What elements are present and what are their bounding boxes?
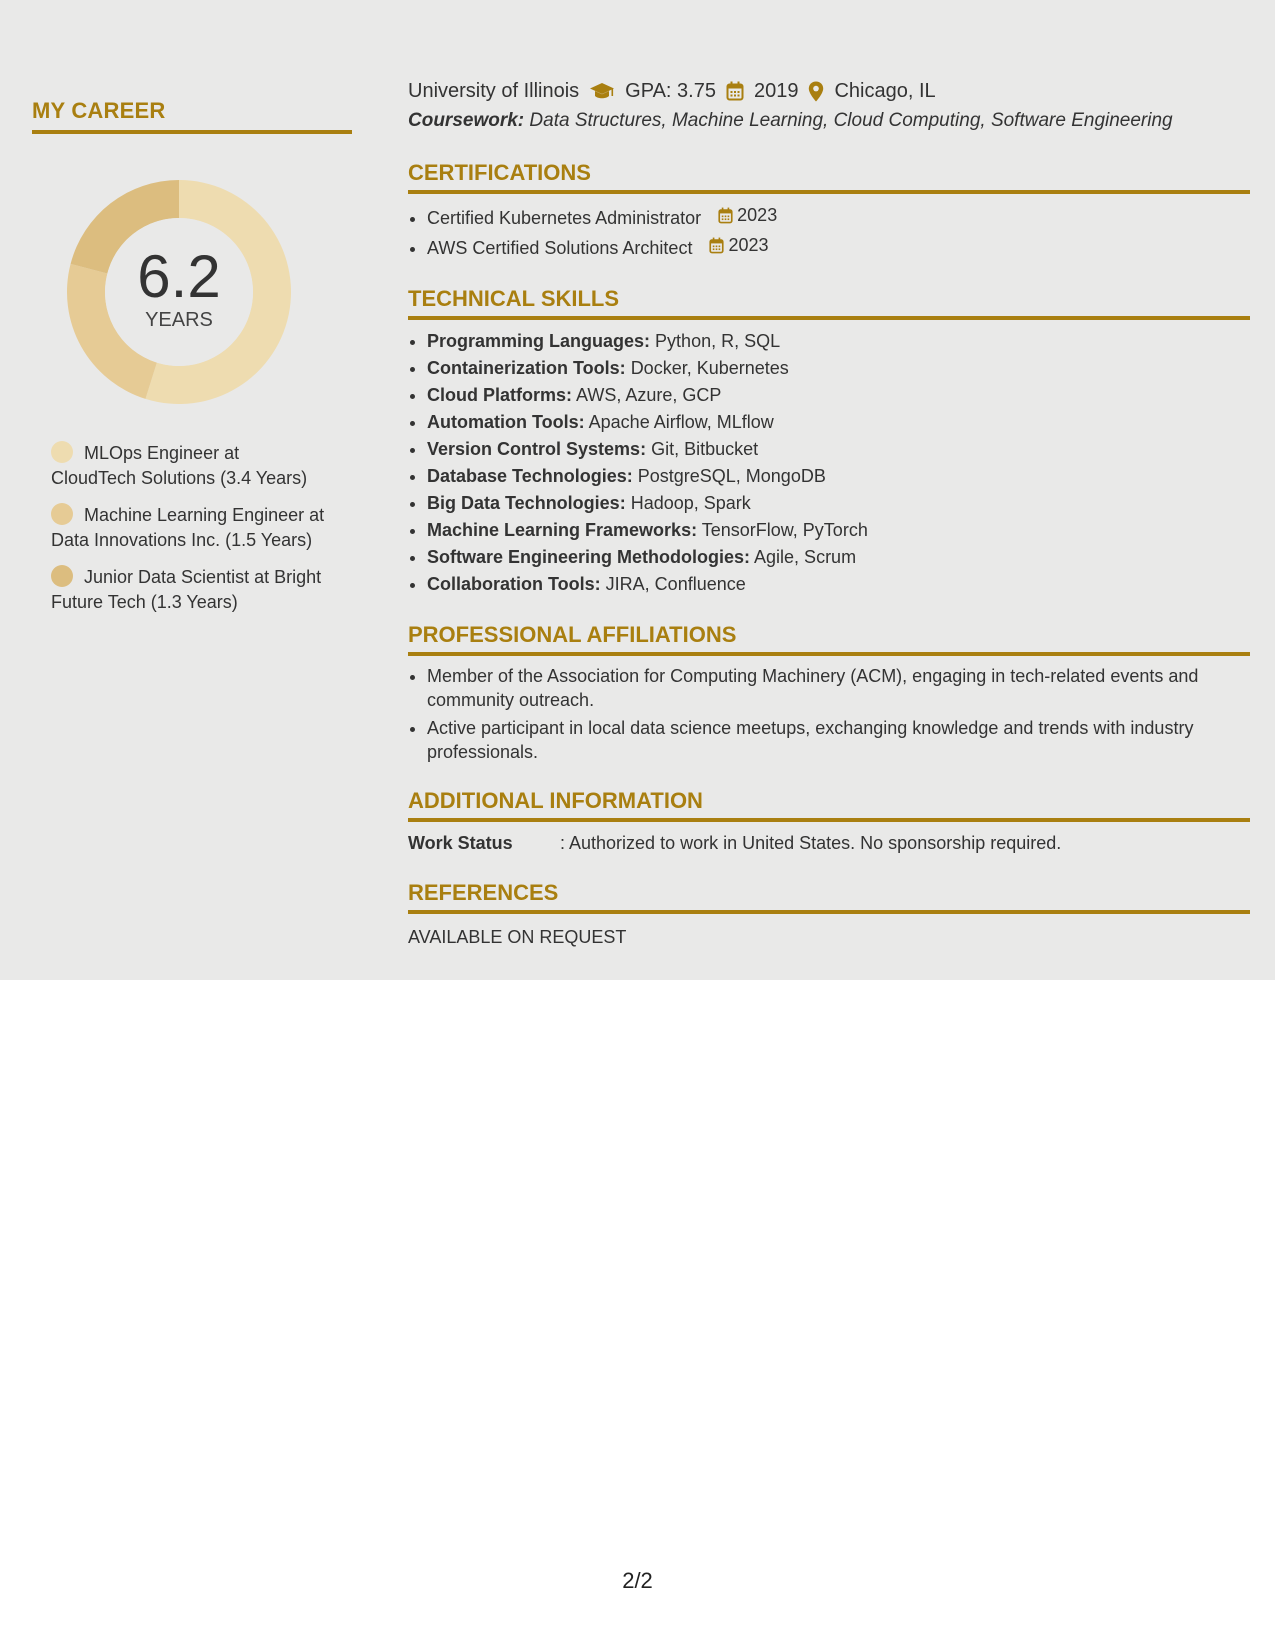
skill-item <box>427 328 1250 355</box>
skill-label: Collaboration Tools: <box>427 574 601 594</box>
work-status-row <box>408 830 1250 856</box>
skill-item <box>427 517 1250 544</box>
skill-label: Cloud Platforms: <box>427 385 573 405</box>
total-years-unit: YEARS <box>145 309 213 331</box>
school-name: University of Illinois <box>408 80 580 102</box>
main-column <box>408 76 1250 950</box>
skill-label: Machine Learning Frameworks: <box>427 520 698 540</box>
skill-label: Containerization Tools: <box>427 358 626 378</box>
affiliation-item: • Active participant in local data science meetups, exchanging knowledge and trends with industry professionals. <box>427 716 1250 764</box>
legend-label: Machine Learning Engineer at Data Innovations Inc. (1.5 Years) <box>51 505 325 550</box>
calendar-icon <box>709 237 724 254</box>
skill-item <box>427 436 1250 463</box>
skill-label: Big Data Technologies: <box>427 493 626 513</box>
skill-value: AWS, Azure, GCP <box>576 385 722 405</box>
career-donut-chart <box>66 179 292 405</box>
skill-item <box>427 544 1250 571</box>
certification-item <box>427 202 1250 232</box>
skill-item <box>427 463 1250 490</box>
legend-item <box>51 503 326 553</box>
skill-value: Agile, Scrum <box>754 547 857 567</box>
skill-value: Python, R, SQL <box>655 331 781 351</box>
skill-value: Git, Bitbucket <box>651 439 759 459</box>
legend-item <box>51 441 326 491</box>
donut-center <box>66 179 292 405</box>
coursework-label: Coursework: <box>408 110 525 131</box>
coursework-line <box>408 106 1250 136</box>
skills-heading: TECHNICAL SKILLS <box>408 284 1250 320</box>
skill-value: PostgreSQL, MongoDB <box>637 466 826 486</box>
career-column <box>32 98 352 627</box>
education-line <box>408 76 1250 106</box>
work-status-value: : Authorized to work in United States. No sponsorship required. <box>560 833 1062 853</box>
affiliations-list <box>408 664 1250 764</box>
skill-value: Apache Airflow, MLflow <box>588 412 774 432</box>
references-heading: REFERENCES <box>408 878 1250 914</box>
certification-item <box>427 232 1250 262</box>
skill-item <box>427 490 1250 517</box>
map-pin-icon <box>808 81 824 102</box>
certifications-heading: CERTIFICATIONS <box>408 158 1250 194</box>
skill-label: Software Engineering Methodologies: <box>427 547 751 567</box>
skills-list <box>408 328 1250 598</box>
affiliation-item: • Member of the Association for Computing Machinery (ACM), engaging in tech-related events and community outreach. <box>427 664 1250 712</box>
skill-item <box>427 409 1250 436</box>
calendar-icon <box>726 81 744 101</box>
career-title: MY CAREER <box>32 98 352 134</box>
skill-label: Version Control Systems: <box>427 439 647 459</box>
skill-value: TensorFlow, PyTorch <box>701 520 868 540</box>
work-status-label: Work Status <box>408 833 513 853</box>
certification-year: 2023 <box>728 235 769 255</box>
calendar-icon <box>718 207 733 224</box>
career-legend <box>51 441 326 615</box>
total-years-value: 6.2 <box>137 243 221 310</box>
certifications-list <box>408 202 1250 262</box>
references-text: AVAILABLE ON REQUEST <box>408 927 627 947</box>
certification-year: 2023 <box>737 205 778 225</box>
certification-name: AWS Certified Solutions Architect <box>427 238 693 258</box>
skill-value: Docker, Kubernetes <box>630 358 789 378</box>
skill-label: Programming Languages: <box>427 331 651 351</box>
graduation-cap-icon <box>589 81 615 101</box>
skill-value: JIRA, Confluence <box>605 574 746 594</box>
skill-label: Automation Tools: <box>427 412 585 432</box>
skill-item <box>427 571 1250 598</box>
legend-label: MLOps Engineer at CloudTech Solutions (3.4 Years) <box>51 443 308 488</box>
certification-date <box>709 232 768 259</box>
skill-item <box>427 355 1250 382</box>
legend-label: Junior Data Scientist at Bright Future Tech (1.3 Years) <box>51 567 322 612</box>
gpa-text: GPA: 3.75 <box>625 80 716 102</box>
skill-item <box>427 382 1250 409</box>
skill-label: Database Technologies: <box>427 466 633 486</box>
legend-item <box>51 565 326 615</box>
legend-dot-1 <box>51 441 73 463</box>
certification-date <box>718 202 777 229</box>
certification-name: Certified Kubernetes Administrator <box>427 208 702 228</box>
additional-info-heading: ADDITIONAL INFORMATION <box>408 786 1250 822</box>
legend-dot-3 <box>51 565 73 587</box>
coursework-list: Data Structures, Machine Learning, Cloud Computing, Software Engineering <box>529 110 1173 131</box>
education-location: Chicago, IL <box>834 80 936 102</box>
skill-value: Hadoop, Spark <box>630 493 751 513</box>
graduation-year: 2019 <box>753 80 799 102</box>
affiliations-heading: PROFESSIONAL AFFILIATIONS <box>408 620 1250 656</box>
page-number: 2/2 <box>622 1568 653 1593</box>
legend-dot-2 <box>51 503 73 525</box>
